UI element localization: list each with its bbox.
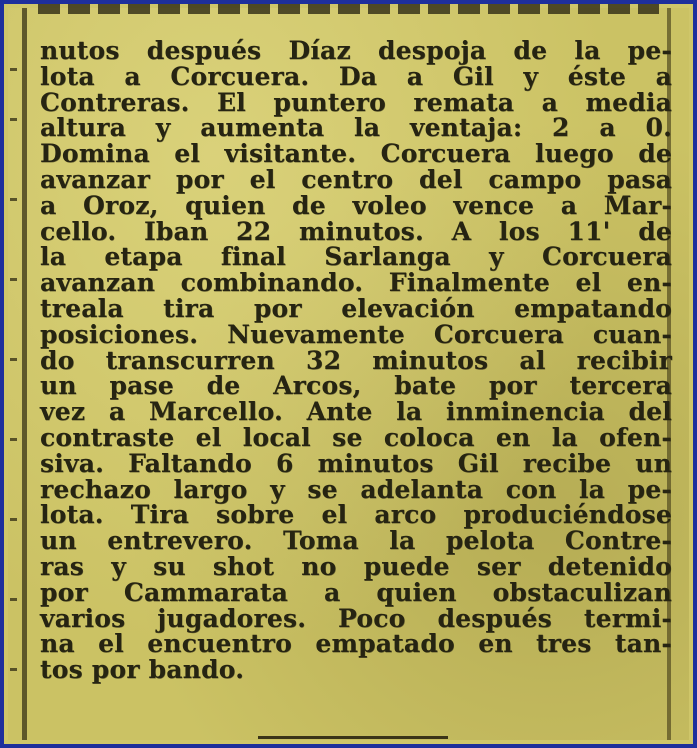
article-line: posiciones. Nuevamente Corcuera cuan- bbox=[40, 319, 672, 349]
article-line: treala tira por elevación empatando bbox=[40, 293, 672, 323]
adjacent-column-remnants bbox=[8, 8, 20, 740]
article-line-last: tos por bando. bbox=[40, 655, 245, 685]
article-line: nutos después Díaz despoja de la pe- bbox=[40, 36, 672, 65]
article-line: cello. Iban 22 minutos. A los 11' de bbox=[40, 216, 672, 246]
article-line: contraste el local se coloca en la ofen- bbox=[40, 422, 672, 452]
article-line: por Cammarata a quien obstaculizan bbox=[40, 577, 672, 607]
article-line: a Oroz, quien de voleo vence a Mar- bbox=[40, 190, 672, 220]
article-line: ras y su shot no puede ser detenido bbox=[40, 551, 672, 581]
article-end-rule bbox=[258, 736, 448, 739]
article-line: avanzan combinando. Finalmente el en- bbox=[40, 268, 672, 298]
top-cut-headline-remnant bbox=[38, 2, 659, 14]
article-line: un entrevero. Toma la pelota Contre- bbox=[40, 526, 672, 556]
article-line: avanzar por el centro del campo pasa bbox=[40, 164, 672, 194]
article-line: na el encuentro empatado en tres tan- bbox=[40, 629, 672, 659]
article-line: altura y aumenta la ventaja: 2 a 0. bbox=[40, 113, 672, 143]
article-line: lota. Tira sobre el arco produciéndose bbox=[40, 500, 672, 530]
newspaper-clipping bbox=[8, 8, 689, 740]
left-column-rule bbox=[22, 8, 27, 740]
article-line: vez a Marcello. Ante la inminencia del bbox=[40, 397, 672, 427]
article-line: rechazo largo y se adelanta con la pe- bbox=[40, 474, 672, 504]
article-line: siva. Faltando 6 minutos Gil recibe un bbox=[40, 448, 672, 478]
article-line: Contreras. El puntero remata a media bbox=[40, 87, 672, 117]
article-line: varios jugadores. Poco después termi- bbox=[40, 603, 672, 633]
article-body bbox=[40, 38, 672, 683]
article-line: la etapa final Sarlanga y Corcuera bbox=[40, 242, 672, 272]
article-line: Domina el visitante. Corcuera luego de bbox=[40, 139, 672, 169]
article-line: do transcurren 32 minutos al recibir bbox=[40, 345, 672, 375]
article-line: lota a Corcuera. Da a Gil y éste a bbox=[40, 61, 672, 91]
article-line: un pase de Arcos, bate por tercera bbox=[40, 371, 672, 401]
